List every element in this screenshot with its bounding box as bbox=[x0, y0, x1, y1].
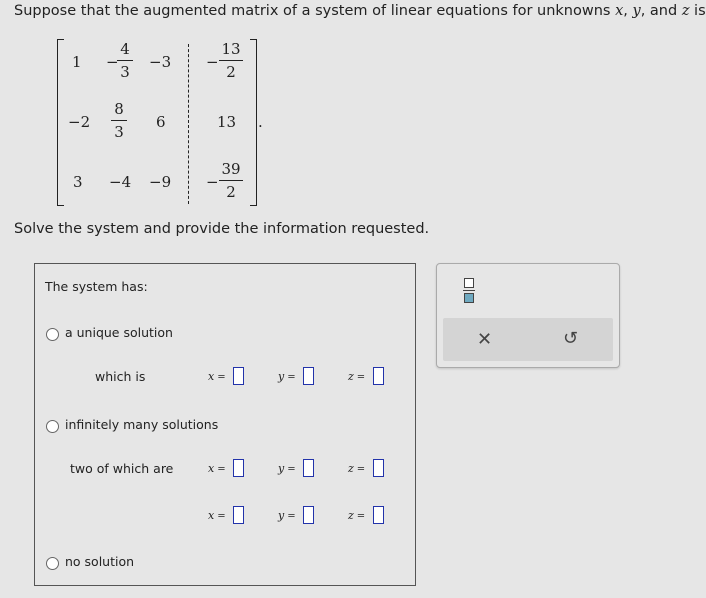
cell-r3c3: −9 bbox=[149, 173, 172, 191]
option-infinite-label: infinitely many solutions bbox=[65, 417, 219, 432]
infinite2-y-input[interactable] bbox=[303, 506, 314, 524]
infinite1-z-label: z = bbox=[348, 462, 366, 475]
cell-r1c2-fraction: 4 3 bbox=[117, 40, 133, 81]
augment-separator bbox=[188, 44, 189, 204]
cell-r1c2-sign: − bbox=[106, 53, 119, 71]
right-bracket bbox=[250, 39, 257, 206]
radio-infinite-solutions[interactable] bbox=[46, 420, 59, 433]
cell-r1c4-sign: − bbox=[206, 53, 219, 71]
unique-z-label: z = bbox=[348, 370, 366, 383]
cell-r2c2-fraction: 8 3 bbox=[111, 100, 127, 141]
cell-r1c1: 1 bbox=[72, 53, 82, 71]
unique-y-input[interactable] bbox=[303, 367, 314, 385]
question-text: Suppose that the augmented matrix of a system of linear equations for unknowns x, y, and z is bbox=[14, 3, 706, 19]
fraction-icon[interactable] bbox=[463, 278, 475, 304]
cell-r3c4-sign: − bbox=[206, 173, 219, 191]
cell-r3c2: −4 bbox=[109, 173, 132, 191]
infinite1-y-label: y = bbox=[278, 462, 296, 475]
option-none-label: no solution bbox=[65, 554, 135, 569]
unique-sub-label: which is bbox=[95, 369, 146, 384]
infinite1-y-input[interactable] bbox=[303, 459, 314, 477]
infinite1-z-input[interactable] bbox=[373, 459, 384, 477]
cell-r3c4-fraction: 39 2 bbox=[219, 160, 243, 201]
infinite2-x-input[interactable] bbox=[233, 506, 244, 524]
radio-unique-solution[interactable] bbox=[46, 328, 59, 341]
unique-z-input[interactable] bbox=[373, 367, 384, 385]
left-bracket bbox=[57, 39, 64, 206]
radio-no-solution[interactable] bbox=[46, 557, 59, 570]
unique-y-label: y = bbox=[278, 370, 296, 383]
clear-icon[interactable]: ✕ bbox=[477, 329, 493, 350]
cell-r1c4-fraction: 13 2 bbox=[219, 40, 243, 81]
infinite-sub-label: two of which are bbox=[70, 461, 174, 476]
instruction-text: Solve the system and provide the information requested. bbox=[14, 221, 430, 237]
cell-r2c4: 13 bbox=[217, 113, 237, 131]
cell-r1c3: −3 bbox=[149, 53, 172, 71]
cell-r2c3: 6 bbox=[156, 113, 166, 131]
infinite2-z-label: z = bbox=[348, 509, 366, 522]
cell-r2c1: −2 bbox=[68, 113, 91, 131]
option-unique-label: a unique solution bbox=[65, 325, 173, 340]
infinite2-z-input[interactable] bbox=[373, 506, 384, 524]
unique-x-input[interactable] bbox=[233, 367, 244, 385]
infinite1-x-input[interactable] bbox=[233, 459, 244, 477]
matrix-period: . bbox=[258, 113, 263, 131]
infinite2-x-label: x = bbox=[208, 509, 226, 522]
tools-action-bar bbox=[443, 318, 613, 361]
undo-icon[interactable]: ↺ bbox=[563, 328, 579, 349]
answer-heading: The system has: bbox=[45, 279, 148, 294]
unique-x-label: x = bbox=[208, 370, 226, 383]
infinite1-x-label: x = bbox=[208, 462, 226, 475]
cell-r3c1: 3 bbox=[73, 173, 83, 191]
infinite2-y-label: y = bbox=[278, 509, 296, 522]
